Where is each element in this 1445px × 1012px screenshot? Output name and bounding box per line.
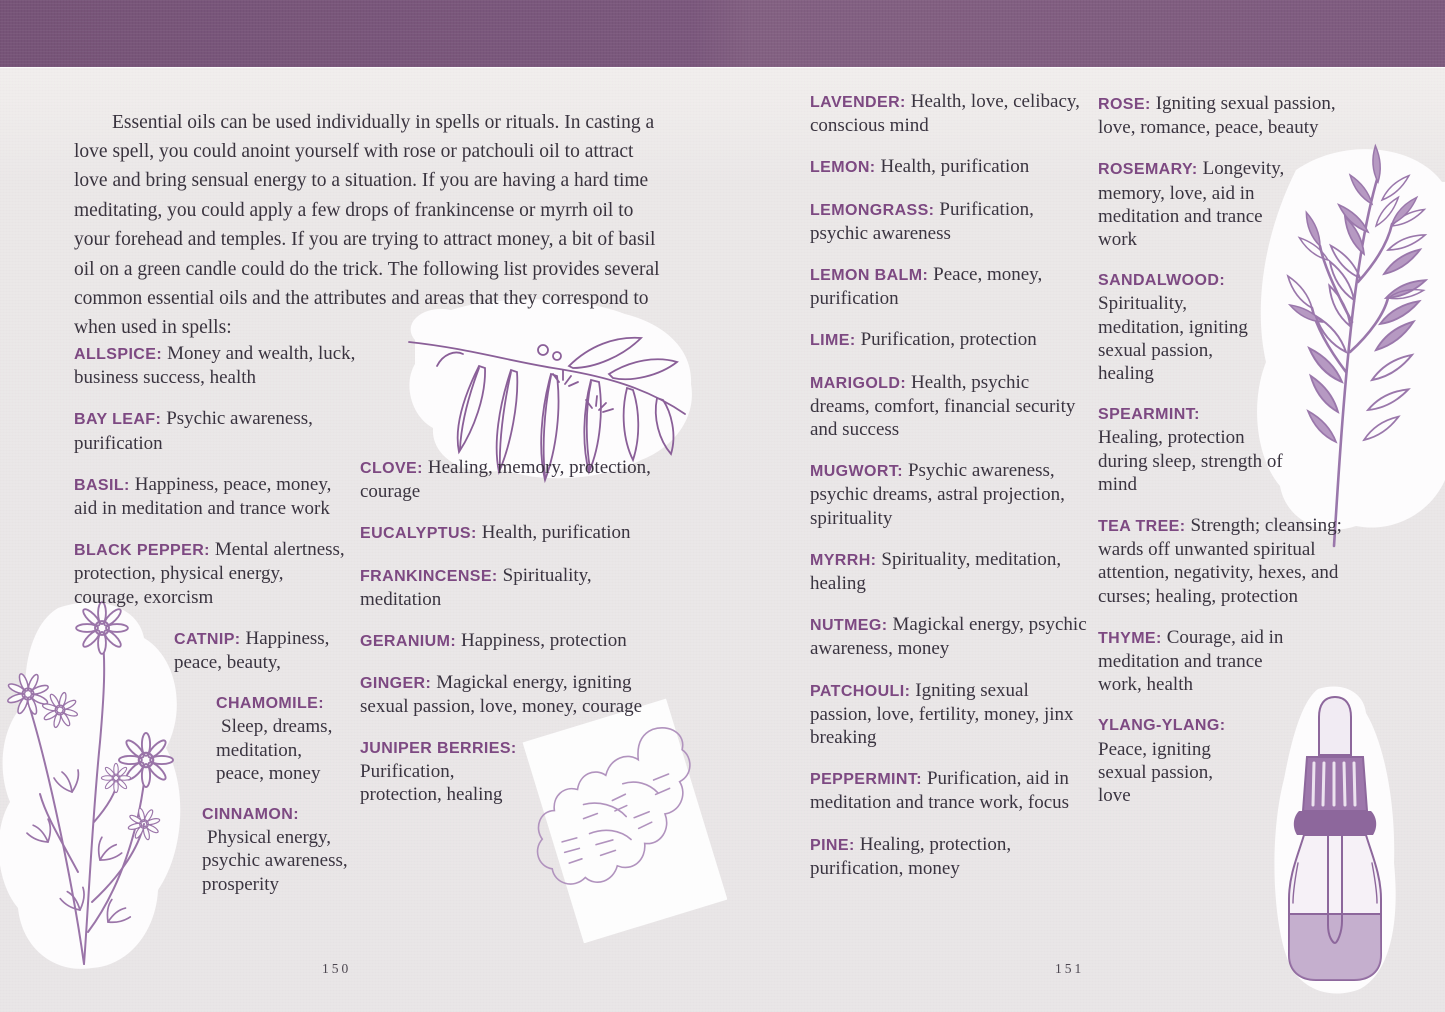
oil-name: LEMONGRASS :: [810, 202, 934, 219]
oil-entry: [360, 521, 666, 545]
oil-description: Igniting sexual passion, love, fertility, money, jinx breaking: [810, 679, 1074, 749]
oil-description: Longevity, memory, love, aid in meditation and trance work: [1098, 158, 1285, 251]
oil-entry: [74, 407, 356, 454]
oil-description: Health, love, celibacy, conscious mind: [810, 91, 1080, 137]
oil-description: Magickal energy, psychic awareness, money: [810, 614, 1087, 660]
oil-name: PEPPERMINT :: [810, 771, 922, 788]
oil-description: Psychic awareness, purification: [74, 408, 313, 454]
oil-description: Happiness, protection: [461, 630, 627, 652]
oil-description: Health, purification: [880, 156, 1030, 178]
oil-description: Healing, memory, protection, courage: [360, 457, 651, 503]
oil-name: SPEARMINT :: [1098, 403, 1288, 426]
oil-name: LEMON BALM :: [810, 267, 928, 284]
oil-name: GERANIUM :: [360, 633, 456, 650]
oil-name: ALLSPICE :: [74, 346, 162, 363]
oil-entry: [74, 538, 352, 609]
oil-description: Happiness, peace, money, aid in meditation and trance work: [74, 473, 332, 520]
oil-entry: [1098, 92, 1376, 139]
oil-description: Psychic awareness, psychic dreams, astral projection, spirituality: [810, 460, 1065, 529]
oil-entry: [1098, 626, 1294, 697]
oil-entry: [216, 692, 348, 785]
right-page-column-1: [810, 90, 1093, 898]
oil-entry: [810, 767, 1093, 814]
oil-name: CINNAMON :: [202, 803, 356, 826]
oil-description: Healing, protection, purification, money: [810, 833, 1012, 879]
oil-name: GINGER :: [360, 675, 431, 692]
oil-description: Health, purification: [481, 522, 631, 544]
oil-name: TEA TREE :: [1098, 518, 1185, 535]
oil-description: Physical energy, psychic awareness, prosperity: [202, 827, 348, 895]
oil-entry: [1098, 514, 1348, 608]
oil-name: LEMON :: [810, 159, 876, 176]
oil-description: Health, psychic dreams, comfort, financial security and success: [810, 371, 1076, 441]
oil-entry: [74, 473, 356, 520]
oil-entry: [810, 263, 1093, 310]
oil-description: Happiness, peace, beauty,: [174, 627, 330, 674]
page-number-right: 151: [1055, 961, 1085, 976]
oil-name: ROSE :: [1098, 96, 1151, 113]
oil-description: Mental alertness, protection, physical energy, courage, exorcism: [74, 539, 345, 608]
oil-entry: [1098, 157, 1285, 251]
oil-entry: [810, 198, 1093, 245]
oil-description: Spirituality, meditation, igniting sexual passion, healing: [1098, 293, 1248, 385]
oil-entry: [360, 737, 522, 807]
oil-description: Purification, aid in meditation and trance work, focus: [810, 768, 1070, 814]
oil-description: Peace, igniting sexual passion, love: [1098, 738, 1214, 807]
oil-entry: [1098, 714, 1250, 807]
oil-name: MYRRH :: [810, 552, 876, 569]
oil-description: Sleep, dreams, meditation, peace, money: [216, 716, 333, 784]
intro-paragraph: Essential oils can be used individually in spells or rituals. In casting a love spell, you could anoint yourself with rose or patchouli oil to attract love and bring sensual energy to a situation. If you are having a hard time meditating, you could apply a few drops of frankincense or myrrh oil to your forehead and temples. If you are trying to attract money, a bit of basil oil on a green candle could do the trick. The following list provides several common essential oils and the attributes and areas that they correspond to when used in spells:: [74, 111, 660, 339]
oil-entry: [810, 459, 1093, 530]
oil-name: MARIGOLD :: [810, 375, 906, 392]
oil-entry: [810, 613, 1093, 660]
oil-name: SANDALWOOD :: [1098, 269, 1250, 292]
oil-name: BAY LEAF :: [74, 411, 161, 428]
oil-description: Purification, protection: [860, 329, 1037, 351]
oil-name: ROSEMARY :: [1098, 161, 1198, 178]
oil-description: Money and wealth, luck, business success, health: [74, 343, 356, 389]
oil-entry: [810, 90, 1093, 137]
oil-description: Magickal energy, igniting sexual passion, love, money, courage: [360, 672, 643, 718]
oil-entry: [360, 671, 666, 718]
oil-name: BASIL :: [74, 477, 130, 494]
oil-name: THYME :: [1098, 630, 1162, 647]
oil-name: LAVENDER :: [810, 94, 906, 111]
oil-description: Healing, protection during sleep, strength of mind: [1098, 427, 1283, 495]
oil-description: Strength; cleansing; wards off unwanted spiritual attention, negativity, hexes, and curses; healing, protection: [1098, 515, 1342, 607]
oil-name: PATCHOULI :: [810, 683, 910, 700]
oil-entry: [810, 548, 1093, 595]
oil-name: JUNIPER BERRIES :: [360, 737, 522, 760]
oil-description: Purification, psychic awareness: [810, 198, 1034, 244]
oil-entry: [74, 342, 356, 389]
oil-description: Peace, money, purification: [810, 264, 1043, 310]
page-number-left: 150: [322, 961, 352, 976]
oil-entry: [1098, 403, 1288, 496]
oil-description: Courage, aid in meditation and trance work, health: [1098, 626, 1284, 696]
oil-name: YLANG-YLANG :: [1098, 714, 1250, 737]
oil-entry: [810, 833, 1093, 880]
right-page-column-2: [1098, 92, 1376, 825]
oil-description: Purification, protection, healing: [360, 760, 503, 806]
oil-entry: [202, 803, 356, 896]
oil-entry: [810, 155, 1093, 179]
oil-name: BLACK PEPPER :: [74, 542, 210, 559]
oil-name: MUGWORT :: [810, 463, 903, 480]
oil-description: Spirituality, meditation, healing: [810, 548, 1062, 595]
oil-entry: [174, 627, 339, 674]
oil-name: CLOVE :: [360, 460, 423, 477]
oil-entry: [360, 564, 666, 611]
oil-entry: [360, 456, 666, 503]
oil-entry: [810, 371, 1093, 442]
oil-name: NUTMEG :: [810, 617, 887, 634]
oil-entry: [810, 679, 1093, 750]
oil-entry: [810, 328, 1093, 352]
oil-name: EUCALYPTUS :: [360, 525, 477, 542]
oil-entry: [360, 629, 666, 653]
oil-description: Spirituality, meditation: [360, 564, 592, 610]
oil-entry: [1098, 269, 1250, 385]
oil-name: CATNIP :: [174, 631, 241, 648]
left-page-column-1: [74, 342, 356, 914]
oil-name: LIME :: [810, 332, 856, 349]
oil-description: Igniting sexual passion, love, romance, peace, beauty: [1098, 93, 1336, 139]
oil-name: CHAMOMILE :: [216, 692, 348, 715]
left-page-column-2: [360, 456, 666, 824]
oil-name: FRANKINCENSE :: [360, 568, 498, 585]
oil-name: PINE :: [810, 837, 855, 854]
book-cover-band: [0, 0, 1445, 67]
